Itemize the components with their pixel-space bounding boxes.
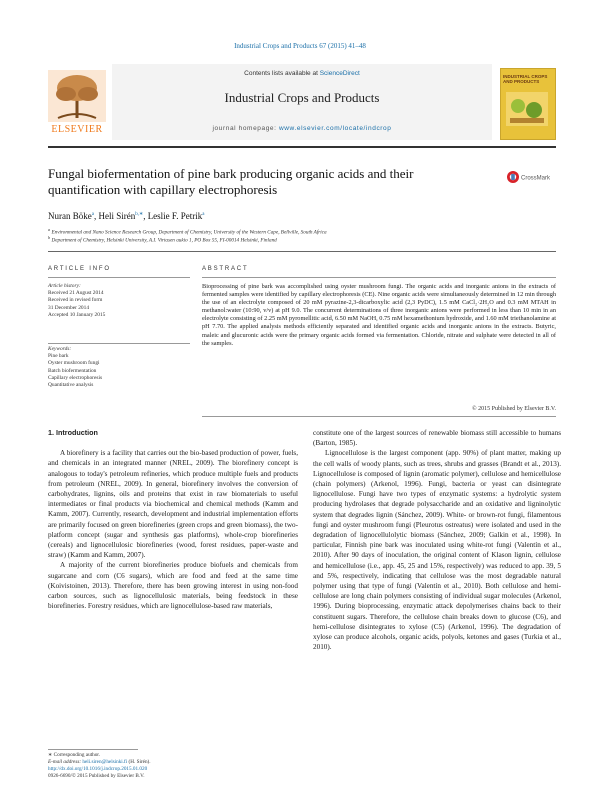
body-paragraph: constitute one of the largest sources of renewable biomass still accessible to humans (Barton, 1985). — [313, 429, 561, 448]
abstract-rule — [202, 277, 556, 278]
footnote-rule — [48, 749, 138, 750]
cover-title: INDUSTRIAL CROPS AND PRODUCTS — [503, 74, 548, 84]
body-column-right — [313, 428, 561, 652]
email-line — [48, 759, 348, 766]
body-column-left — [48, 428, 298, 611]
abstract-heading: ABSTRACT — [202, 266, 249, 272]
author-name: Nuran Böke — [48, 211, 92, 221]
journal-reference[interactable]: Industrial Crops and Products 67 (2015) 41–48 — [234, 42, 366, 50]
article-info-heading: ARTICLE INFO — [48, 266, 111, 272]
doi-link[interactable]: http://dx.doi.org/10.1016/j.indcrop.2015.01.020 — [48, 766, 148, 772]
affiliation-mark: b — [48, 235, 51, 240]
history-label: Article history: — [48, 283, 81, 289]
footnote — [48, 752, 348, 780]
history-line: Received 21 August 2014 — [48, 290, 104, 297]
corresponding-author-note: ∗ Corresponding author. — [48, 752, 101, 758]
keyword: Quantitative analysis — [48, 382, 94, 389]
author-affil-mark[interactable]: a — [202, 212, 205, 217]
article-info-rule — [48, 277, 190, 278]
journal-name: Industrial Crops and Products — [224, 90, 380, 105]
sciencedirect-link[interactable]: ScienceDirect — [319, 70, 360, 77]
issn-line: 0926-6690/© 2015 Published by Elsevier B.V. — [48, 773, 145, 779]
author-name: Leslie F. Petrik — [147, 211, 203, 221]
history-line: Accepted 10 January 2015 — [48, 311, 106, 318]
header-rule — [48, 146, 556, 148]
crossmark-label: CrossMark — [521, 175, 551, 182]
affiliation-mark: a — [48, 227, 51, 232]
email-owner: (H. Sirén). — [128, 759, 151, 765]
abstract-bottom-rule — [202, 416, 556, 417]
history-line: Received in revised form — [48, 297, 103, 304]
journal-homepage-line — [112, 125, 492, 132]
abstract-text: Bioprocessing of pine bark was accomplished using oyster mushroom fungi. The organic acids and inorganic anions in the extracts of fermented samples were identified by capillary electrophoresis (CE). Nine organic acids were simultaneously determined in 12 min through the use of an electrolyte composed of 20 mM pyrazine-2,3-dicarboxylic acid (2,3 PyDC), 1.5 mM CaCl₂·2H₂O and 0.3 mM MTAH in methanol:water (10:90, v/v) at pH 9.0. The concurrent determinations of three inorganic anions were performed in less than 10 min in an electrolyte consisting of 2.25 mM pyromellitic acid, 6.50 mM NaOH, 0.75 mM hexamethonium hydroxide, and 1.60 mM triethanolamine at pH 7.70. The applied analysis methods efficiently separated and identified organic acids and inorganic anions in the extracts. Butyric, maleic and glucuronic acids were the primary organic acids formed via fermentation. Chloride, nitrate and sulphate were detected in all of the samples. — [202, 283, 556, 347]
affiliation-text: Department of Chemistry, Helsinki University, A.I. Virtasen aukio 1, PO Box 55, FI-00014 Helsinki, Finland — [51, 237, 277, 244]
author-affil-mark[interactable]: b,∗ — [135, 212, 144, 217]
keywords-list — [48, 346, 190, 389]
body-paragraph: Lignocellulose is the largest component (app. 90%) of plant matter, making up the cell walls of woody plants, such as trees, shrubs and grasses (Brandt et al., 2013). Lignocellulose is composed of lignin (aromatic polymer), cellulose and hemicellulose (chain polymers) (Arkenol, 1996). Fungi, bacteria or yeast can disintegrate lignocellulose. Fungi have two types of enzymatic systems: a hydrolytic system producing hydrolases that degrade polysaccharide and an oxidative and ligninolytic system that degrades lignin (Sánchez, 2009). White- or brown-rot fungi, filamentous fungi and oyster mushroom fungi (Pleurotus ostreatus) were isolated and used in the degradation of lignocellulolytic biomass (Sánchez, 2009; Galkin et al., 1998). In particular, Finnish pine bark was inoculated using white-rot fungi (Valentín et al., 2010). After 90 days of inoculation, the original content of Klason lignin, cellulose and hemicellulose (i.e., app. 45, 25 and 15%, respectively) was reduced to app. 39, 5 and 5%, respectively, indicating that cellulose was the most degradable natural polymer using that type of fungi (Valentín et al., 2010). Both cellulose and hemi-cellulose are long chain polymers consisting of individual sugar molecules (Arkenol, 1996). During bioprocessing, enzymatic attack depolymerises chains back to their constituent sugars. Therefore, the cellulose chain breaks down to glucose (C6), and hemi-cellulose disintegrates to xylose (C5) (Arkenol, 1996). The degradation of xylose can produce alcohols, organic acids, polyols, ketones and gases (Turkia et al., 2010). — [313, 449, 561, 652]
author-name: Heli Sirén — [98, 211, 136, 221]
article-title: Fungal biofermentation of pine bark producing organic acids and their quantification with capillary electrophoresis — [48, 166, 414, 197]
section-rule — [48, 251, 556, 252]
crossmark-icon[interactable] — [506, 170, 556, 184]
homepage-label: journal homepage: — [212, 125, 277, 132]
contents-line — [112, 70, 492, 77]
elsevier-wordmark: ELSEVIER — [51, 124, 103, 135]
article-history — [48, 283, 190, 319]
keyword: Capillary electrophoresis — [48, 374, 103, 381]
history-line: 31 December 2014 — [48, 304, 90, 311]
keywords-rule — [48, 343, 190, 344]
affiliation-text: Environmental and Nano Science Research Group, Department of Chemistry, University of the Western Cape, Bellville, South Africa — [51, 229, 327, 236]
contents-prefix: Contents lists available at — [244, 70, 318, 77]
keyword: Oyster mushroom fungi — [48, 360, 100, 367]
keyword: Batch biofermentation — [48, 367, 97, 374]
email-link[interactable]: heli.siren@helsinki.fi — [82, 759, 128, 765]
abstract-copyright: © 2015 Published by Elsevier B.V. — [472, 406, 556, 412]
affiliation-b — [48, 235, 277, 244]
keywords-label: Keywords: — [48, 346, 72, 352]
cover-illustration — [506, 92, 548, 126]
body-paragraph: A majority of the current biorefineries produce biofuels and chemicals from sugarcane and corn (C6 sugars), which are food and feed at the same time (Koivistoinen, 2013). Therefore, there has been growing interest in using non-food carbon sources, such as lignocellulosic materials, being feedstock in these biorefineries. Forestry residues, which are lignocellulose-based raw materials, — [48, 561, 298, 611]
body-paragraph: A biorefinery is a facility that carries out the bio-based production of power, fuels, and chemicals in an integrated manner (NREL, 2009). The biorefinery concept is analogous to today's petroleum refineries, which produce multiple fuels and products from petroleum (NREL, 2009). In general, biorefinery involves the conversion of carbohydrates, lignins, oils and proteins that exist in raw biomaterials to useful intermediates or final products via biochemical and chemical methods (Kamm and Kamm, 2007). Currently, research, development and industrial implementation efforts are primarily focused on green biorefineries (green crops and green biomass), the two-platform concept (sugar and synthesis gas platforms), whole-crop biorefineries (cereals) and lignocellulosic biorefineries (wood, forest residues, paper-waste and straw) (Kamm and Kamm, 2007). — [48, 449, 298, 560]
author-list: Nuran Böke$^a$, Heli Sirén$^{b,∗}$, Leslie F. Petrik$^a$ — [48, 211, 205, 221]
email-label: E-mail address: — [48, 759, 82, 765]
homepage-link[interactable]: www.elsevier.com/locate/indcrop — [278, 125, 392, 132]
section-heading-introduction: 1. Introduction — [48, 428, 98, 437]
author-affil-mark[interactable]: a — [91, 212, 94, 217]
keyword: Pine bark — [48, 353, 69, 360]
